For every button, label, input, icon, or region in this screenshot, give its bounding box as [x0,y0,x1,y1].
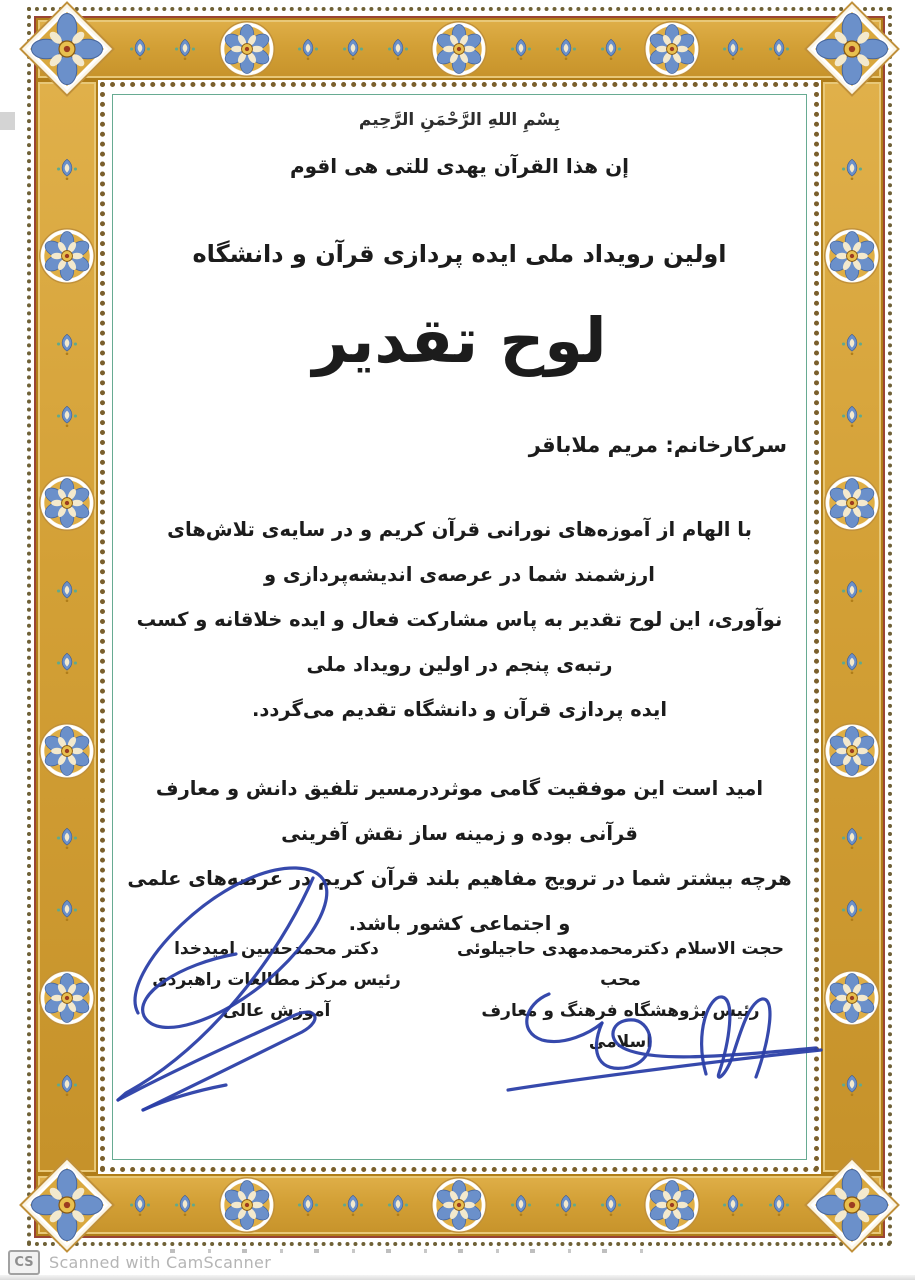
event-title: اولین رویداد ملی ایده پردازی قرآن و دانشگاه [192,240,727,268]
rosette-ornament-icon [218,1176,276,1234]
fleur-ornament-icon [54,578,80,604]
fleur-ornament-icon [839,650,865,676]
fleur-ornament-icon [598,36,624,62]
fleur-ornament-icon [766,36,792,62]
fleur-ornament-icon [54,650,80,676]
fleur-ornament-icon [127,36,153,62]
rosette-ornament-icon [823,969,881,1027]
rosette-ornament-icon [430,1176,488,1234]
signatory-right-title: رئیس پژوهشگاه فرهنگ و معارف اسلامی [481,1001,760,1052]
body-line: هرچه بیشتر شما در ترویج مفاهیم بلند قرآن کریم در عرصه‌های علمی و اجتماعی کشور باشد. [127,867,792,935]
certificate-main-title: لوح تقدیر [312,304,607,377]
border-band-bottom [36,1174,883,1236]
signatory-right-block [448,934,793,1058]
ornamental-frame [34,16,885,1238]
body-line: ایده پردازی قرآن و دانشگاه تقدیم می‌گردد. [251,698,668,721]
fleur-ornament-icon [839,578,865,604]
fleur-ornament-icon [720,36,746,62]
fleur-ornament-icon [340,36,366,62]
fleur-ornament-icon [839,403,865,429]
fleur-ornament-icon [127,1192,153,1218]
fleur-ornament-icon [553,36,579,62]
camscanner-watermark [8,1250,271,1275]
fleur-ornament-icon [508,1192,534,1218]
body-line: نوآوری، این لوح تقدیر به پاس مشارکت فعال و ایده خلاقانه و کسب رتبه‌ی پنجم در اولین رویداد ملی [136,608,783,676]
quran-verse-text: إن هذا القرآن یهدی للتی هی اقوم [289,154,630,178]
body-line: با الهام از آموزه‌های نورانی قرآن کریم و در سایه‌ی تلاش‌های ارزشمند شما در عرصه‌ی اندیشه‌پردازی و [167,518,752,586]
fleur-ornament-icon [54,897,80,923]
fleur-ornament-icon [54,403,80,429]
signatory-left-block [124,934,429,1027]
signatory-right-name: حجت الاسلام دکترمحمدمهدی حاجیلوئی محب [456,939,785,990]
border-band-right [821,80,883,1174]
rosette-ornament-icon [38,969,96,1027]
fleur-ornament-icon [54,1072,80,1098]
border-band-left [36,80,98,1174]
fleur-ornament-icon [598,1192,624,1218]
body-paragraph-1 [124,507,795,732]
rosette-ornament-icon [38,474,96,532]
scan-artifact [0,112,15,130]
fleur-ornament-icon [172,36,198,62]
fleur-ornament-icon [839,897,865,923]
signatory-left-name: دکتر محمدحسین امیدخدا [174,939,379,959]
fleur-ornament-icon [54,825,80,851]
body-paragraph-2 [124,766,795,946]
fleur-ornament-icon [839,331,865,357]
fleur-ornament-icon [508,36,534,62]
rosette-ornament-icon [823,722,881,780]
fleur-ornament-icon [295,36,321,62]
body-line: امید است این موفقیت گامی موثردرمسیر تلفیق دانش و معارف قرآنی بوده و زمینه ساز نقش آفرینی [155,777,764,845]
fleur-ornament-icon [553,1192,579,1218]
camscanner-label: Scanned with CamScanner [49,1253,272,1272]
fleur-ornament-icon [839,825,865,851]
fleur-ornament-icon [54,331,80,357]
fleur-ornament-icon [766,1192,792,1218]
rosette-ornament-icon [643,1176,701,1234]
rosette-ornament-icon [38,227,96,285]
fleur-ornament-icon [54,156,80,182]
rosette-ornament-icon [823,227,881,285]
certificate-content [124,106,795,1148]
fleur-ornament-icon [295,1192,321,1218]
rosette-ornament-icon [823,474,881,532]
camscanner-logo-icon: CS [8,1250,40,1275]
fleur-ornament-icon [172,1192,198,1218]
fleur-ornament-icon [385,1192,411,1218]
fleur-ornament-icon [385,36,411,62]
scan-edge-strip [0,1275,915,1280]
rosette-ornament-icon [643,20,701,78]
fleur-ornament-icon [839,1072,865,1098]
border-band-top [36,18,883,80]
rosette-ornament-icon [218,20,276,78]
bismillah-text: بِسْمِ اللهِ الرَّحْمَنِ الرَّحِيم [358,110,561,130]
fleur-ornament-icon [839,156,865,182]
rosette-ornament-icon [430,20,488,78]
fleur-ornament-icon [340,1192,366,1218]
fleur-ornament-icon [720,1192,746,1218]
rosette-ornament-icon [38,722,96,780]
signatory-left-title: رئیس مرکز مطالعات راهبردی آموزش عالی [152,970,401,1021]
recipient-name: سرکارخانم: مریم ملاباقر [528,433,787,457]
